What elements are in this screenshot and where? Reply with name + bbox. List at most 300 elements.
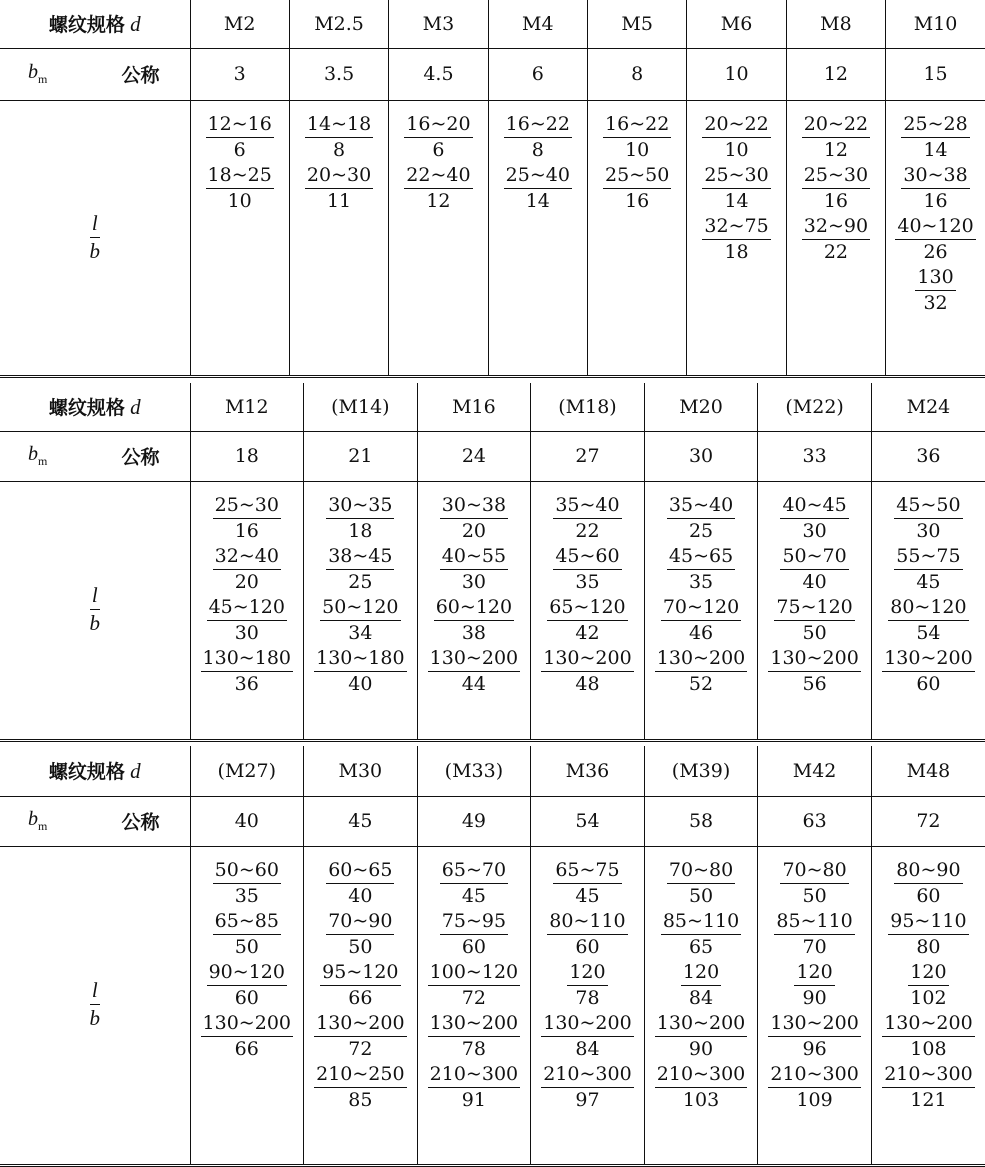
lb-fraction bbox=[305, 112, 373, 161]
lb-fraction bbox=[314, 1011, 406, 1060]
length-range: 70~80 bbox=[667, 861, 735, 884]
bm-value-cell: 49 bbox=[417, 796, 531, 846]
spec-table-1 bbox=[0, 0, 985, 375]
lb-fraction bbox=[603, 163, 671, 212]
bm-value-cell: 72 bbox=[871, 796, 985, 846]
length-range: 120 bbox=[908, 963, 948, 986]
l-over-b-label: $\frac{l}{b}$ bbox=[0, 846, 190, 1164]
spec-table-2 bbox=[0, 383, 985, 739]
thread-length: 36 bbox=[234, 672, 259, 695]
lb-fraction bbox=[326, 858, 394, 907]
thread-length: 72 bbox=[348, 1037, 373, 1060]
thread-length: 35 bbox=[688, 570, 714, 593]
thread-length: 16 bbox=[625, 189, 650, 212]
length-range: 120 bbox=[794, 963, 834, 986]
thread-length: 72 bbox=[461, 986, 486, 1009]
thread-length: 30 bbox=[802, 519, 827, 542]
thread-length: 25 bbox=[348, 570, 373, 593]
length-range: 210~300 bbox=[655, 1065, 747, 1088]
length-range: 40~45 bbox=[780, 496, 848, 519]
length-range: 130~200 bbox=[428, 649, 520, 672]
thread-spec-cell: M8 bbox=[786, 0, 885, 48]
length-range: 130~200 bbox=[882, 1014, 974, 1037]
thread-spec-cell: M3 bbox=[389, 0, 488, 48]
length-range: 40~55 bbox=[440, 547, 508, 570]
thread-length: 109 bbox=[796, 1088, 833, 1111]
lb-fraction bbox=[894, 544, 962, 593]
lb-values-cell bbox=[886, 100, 985, 375]
lb-values-cell bbox=[304, 481, 418, 739]
lb-values-cell bbox=[588, 100, 687, 375]
length-range: 60~65 bbox=[326, 861, 394, 884]
thread-length: 30 bbox=[461, 570, 486, 593]
length-range: 25~28 bbox=[901, 115, 969, 138]
thread-length: 65 bbox=[688, 935, 714, 958]
lb-fraction bbox=[504, 112, 572, 161]
length-range: 65~75 bbox=[553, 861, 621, 884]
bm-nominal-label bbox=[0, 48, 190, 100]
thread-spec-cell: M42 bbox=[758, 746, 872, 796]
thread-length: 20 bbox=[461, 519, 486, 542]
lb-fraction bbox=[655, 646, 747, 695]
length-range: 50~70 bbox=[780, 547, 848, 570]
section-divider bbox=[0, 739, 985, 742]
length-range: 20~22 bbox=[802, 115, 870, 138]
lb-fraction bbox=[802, 214, 870, 263]
thread-length: 35 bbox=[234, 884, 259, 907]
lb-fraction bbox=[661, 909, 741, 958]
length-range: 210~300 bbox=[768, 1065, 860, 1088]
lb-fraction bbox=[888, 909, 968, 958]
bm-value-cell: 3 bbox=[190, 48, 289, 100]
l-over-b-label: $\frac{l}{b}$ bbox=[0, 481, 190, 739]
length-range: 65~120 bbox=[547, 598, 627, 621]
length-range: 30~35 bbox=[326, 496, 394, 519]
thread-length: 48 bbox=[575, 672, 600, 695]
lb-fraction bbox=[428, 1062, 520, 1111]
lb-fraction bbox=[434, 595, 514, 644]
length-range: 38~45 bbox=[326, 547, 394, 570]
length-range: 45~60 bbox=[553, 547, 621, 570]
lb-fraction bbox=[768, 1011, 860, 1060]
thread-length: 50 bbox=[688, 884, 714, 907]
length-range: 130~200 bbox=[655, 1014, 747, 1037]
thread-length: 14 bbox=[724, 189, 749, 212]
lb-fraction bbox=[547, 909, 627, 958]
lb-fraction bbox=[541, 646, 633, 695]
length-range: 30~38 bbox=[901, 166, 969, 189]
thread-length: 14 bbox=[525, 189, 550, 212]
length-range: 70~90 bbox=[326, 912, 394, 935]
lb-fraction bbox=[774, 909, 854, 958]
thread-spec-cell: M6 bbox=[687, 0, 786, 48]
thread-spec-cell: M10 bbox=[886, 0, 985, 48]
lb-fraction bbox=[206, 112, 274, 161]
thread-length: 10 bbox=[227, 189, 252, 212]
length-range: 75~120 bbox=[774, 598, 854, 621]
length-range: 70~80 bbox=[780, 861, 848, 884]
lb-fraction bbox=[908, 960, 948, 1009]
lb-values-cell bbox=[644, 481, 758, 739]
thread-length: 121 bbox=[910, 1088, 947, 1111]
lb-fraction bbox=[667, 544, 735, 593]
thread-length: 66 bbox=[234, 1037, 259, 1060]
lb-fraction bbox=[901, 112, 969, 161]
thread-length: 6 bbox=[233, 138, 246, 161]
length-range: 130~200 bbox=[314, 1014, 406, 1037]
lb-fraction bbox=[428, 1011, 520, 1060]
lb-values-cell bbox=[531, 481, 645, 739]
thread-length: 45 bbox=[916, 570, 941, 593]
lb-values-cell bbox=[417, 846, 531, 1164]
thread-length: 90 bbox=[688, 1037, 714, 1060]
thread-length: 30 bbox=[234, 621, 259, 644]
lb-fraction bbox=[567, 960, 607, 1009]
length-range: 50~120 bbox=[320, 598, 400, 621]
spec-table-3 bbox=[0, 746, 985, 1164]
lb-values-cell bbox=[871, 846, 985, 1164]
thread-var: d bbox=[124, 759, 141, 784]
thread-length: 70 bbox=[802, 935, 827, 958]
lb-fraction bbox=[702, 112, 770, 161]
thread-length: 40 bbox=[802, 570, 827, 593]
thread-spec-cell: (M33) bbox=[417, 746, 531, 796]
lb-fraction bbox=[326, 544, 394, 593]
thread-length: 35 bbox=[575, 570, 600, 593]
length-range: 16~22 bbox=[504, 115, 572, 138]
thread-spec-cell: (M39) bbox=[644, 746, 758, 796]
bm-value-cell: 54 bbox=[531, 796, 645, 846]
bm-value-cell: 30 bbox=[644, 431, 758, 481]
thread-spec-cell: M36 bbox=[531, 746, 645, 796]
length-range: 40~120 bbox=[895, 217, 975, 240]
thread-spec-cell: M48 bbox=[871, 746, 985, 796]
thread-length: 50 bbox=[802, 621, 827, 644]
lb-values-cell bbox=[758, 481, 872, 739]
length-range: 50~60 bbox=[213, 861, 281, 884]
thread-spec-cell: M4 bbox=[488, 0, 587, 48]
bm-value-cell: 10 bbox=[687, 48, 786, 100]
bm-value-cell: 45 bbox=[304, 796, 418, 846]
lb-fraction bbox=[213, 544, 281, 593]
thread-length: 45 bbox=[575, 884, 600, 907]
lb-fraction bbox=[915, 265, 955, 314]
lb-fraction bbox=[404, 112, 472, 161]
thread-length: 96 bbox=[802, 1037, 827, 1060]
length-range: 130~200 bbox=[201, 1014, 293, 1037]
lb-fraction bbox=[895, 214, 975, 263]
length-range: 25~30 bbox=[702, 166, 770, 189]
length-range: 32~90 bbox=[802, 217, 870, 240]
thread-spec-text: 螺纹规格 bbox=[48, 14, 125, 37]
lb-fraction bbox=[802, 112, 870, 161]
thread-spec-label bbox=[0, 0, 190, 48]
length-range: 12~16 bbox=[206, 115, 274, 138]
thread-length: 108 bbox=[910, 1037, 947, 1060]
thread-length: 54 bbox=[916, 621, 941, 644]
thread-spec-cell: M5 bbox=[588, 0, 687, 48]
thread-length: 50 bbox=[348, 935, 373, 958]
thread-length: 56 bbox=[802, 672, 827, 695]
thread-length: 32 bbox=[923, 291, 948, 314]
thread-length: 22 bbox=[823, 240, 849, 263]
length-range: 35~40 bbox=[667, 496, 735, 519]
lb-fraction bbox=[201, 1011, 293, 1060]
lb-values-cell bbox=[488, 100, 587, 375]
lb-values-cell bbox=[389, 100, 488, 375]
lb-fraction bbox=[681, 960, 721, 1009]
lb-fraction bbox=[201, 646, 293, 695]
length-range: 16~20 bbox=[404, 115, 472, 138]
length-range: 65~85 bbox=[213, 912, 281, 935]
bm-value-cell: 27 bbox=[531, 431, 645, 481]
length-range: 130~200 bbox=[428, 1014, 520, 1037]
l-over-b-label: $\frac{l}{b}$ bbox=[0, 100, 190, 375]
bm-nominal-label bbox=[0, 796, 190, 846]
bm-value-cell: 58 bbox=[644, 796, 758, 846]
thread-length: 103 bbox=[682, 1088, 720, 1111]
lb-values-cell bbox=[871, 481, 985, 739]
lb-values-cell bbox=[786, 100, 885, 375]
bm-symbol: $b_m$ bbox=[28, 61, 48, 86]
thread-length: 8 bbox=[531, 138, 544, 161]
thread-spec-cell: M2.5 bbox=[289, 0, 388, 48]
thread-spec-cell: (M14) bbox=[304, 383, 418, 431]
lb-values-cell bbox=[190, 100, 289, 375]
thread-length: 78 bbox=[575, 986, 600, 1009]
length-range: 210~300 bbox=[428, 1065, 520, 1088]
length-range: 65~70 bbox=[440, 861, 508, 884]
thread-spec-cell: (M27) bbox=[190, 746, 304, 796]
thread-length: 25 bbox=[688, 519, 714, 542]
thread-length: 90 bbox=[802, 986, 827, 1009]
thread-length: 80 bbox=[916, 935, 941, 958]
lb-fraction bbox=[326, 493, 394, 542]
bm-value-cell: 18 bbox=[190, 431, 304, 481]
lb-fraction bbox=[440, 544, 508, 593]
lb-fraction bbox=[207, 595, 287, 644]
length-range: 14~18 bbox=[305, 115, 373, 138]
length-range: 25~30 bbox=[213, 496, 281, 519]
lb-fraction bbox=[802, 163, 870, 212]
length-range: 95~120 bbox=[320, 963, 400, 986]
lb-fraction bbox=[428, 646, 520, 695]
lb-fraction bbox=[655, 1011, 747, 1060]
lb-fraction bbox=[780, 493, 848, 542]
thread-length: 26 bbox=[923, 240, 948, 263]
length-range: 32~40 bbox=[213, 547, 281, 570]
length-range: 25~40 bbox=[504, 166, 572, 189]
lb-values-cell bbox=[190, 481, 304, 739]
lb-fraction bbox=[213, 858, 281, 907]
thread-length: 97 bbox=[575, 1088, 600, 1111]
thread-spec-text: 螺纹规格 bbox=[48, 761, 125, 784]
lb-fraction bbox=[655, 1062, 747, 1111]
length-range: 30~38 bbox=[440, 496, 508, 519]
lb-fraction bbox=[901, 163, 969, 212]
length-range: 20~22 bbox=[702, 115, 770, 138]
bm-value-cell: 12 bbox=[786, 48, 885, 100]
thread-length: 10 bbox=[625, 138, 650, 161]
thread-length: 12 bbox=[426, 189, 451, 212]
lb-fraction bbox=[894, 858, 962, 907]
thread-length: 50 bbox=[234, 935, 259, 958]
length-range: 100~120 bbox=[428, 963, 520, 986]
thread-length: 30 bbox=[916, 519, 941, 542]
lb-fraction bbox=[206, 163, 274, 212]
thread-length: 22 bbox=[575, 519, 600, 542]
lb-fraction bbox=[661, 595, 741, 644]
thread-spec-cell: (M18) bbox=[531, 383, 645, 431]
lb-values-cell bbox=[687, 100, 786, 375]
length-range: 80~110 bbox=[547, 912, 627, 935]
length-range: 20~30 bbox=[305, 166, 373, 189]
lb-fraction bbox=[320, 595, 400, 644]
lb-fraction bbox=[314, 646, 406, 695]
lb-fraction bbox=[213, 493, 281, 542]
thread-length: 84 bbox=[688, 986, 714, 1009]
length-range: 130~200 bbox=[768, 1014, 860, 1037]
thread-length: 34 bbox=[348, 621, 373, 644]
length-range: 130~200 bbox=[655, 649, 747, 672]
lb-fraction bbox=[305, 163, 373, 212]
thread-length: 66 bbox=[348, 986, 373, 1009]
bm-value-cell: 15 bbox=[886, 48, 985, 100]
lb-fraction bbox=[207, 960, 287, 1009]
thread-spec-text: 螺纹规格 bbox=[48, 397, 125, 420]
lb-values-cell bbox=[758, 846, 872, 1164]
lb-fraction bbox=[504, 163, 572, 212]
length-range: 35~40 bbox=[553, 496, 621, 519]
thread-spec-label bbox=[0, 746, 190, 796]
thread-length: 16 bbox=[823, 189, 849, 212]
length-range: 85~110 bbox=[774, 912, 854, 935]
thread-length: 12 bbox=[823, 138, 849, 161]
length-range: 130~200 bbox=[882, 649, 974, 672]
thread-length: 52 bbox=[688, 672, 714, 695]
length-range: 45~65 bbox=[667, 547, 735, 570]
bm-value-cell: 24 bbox=[417, 431, 531, 481]
length-range: 85~110 bbox=[661, 912, 741, 935]
length-range: 45~50 bbox=[894, 496, 962, 519]
length-range: 130~200 bbox=[541, 649, 633, 672]
lb-fraction bbox=[404, 163, 472, 212]
length-range: 95~110 bbox=[888, 912, 968, 935]
thread-length: 78 bbox=[461, 1037, 486, 1060]
lb-fraction bbox=[894, 493, 962, 542]
length-range: 210~300 bbox=[882, 1065, 974, 1088]
lb-fraction bbox=[882, 1011, 974, 1060]
length-range: 130~200 bbox=[768, 649, 860, 672]
lb-values-cell bbox=[289, 100, 388, 375]
length-range: 130~200 bbox=[541, 1014, 633, 1037]
length-range: 32~75 bbox=[702, 217, 770, 240]
length-range: 120 bbox=[567, 963, 607, 986]
lb-fraction bbox=[553, 858, 621, 907]
lb-fraction bbox=[882, 646, 974, 695]
thread-length: 42 bbox=[575, 621, 600, 644]
thread-length: 6 bbox=[432, 138, 445, 161]
thread-spec-cell: M16 bbox=[417, 383, 531, 431]
thread-spec-cell: M24 bbox=[871, 383, 985, 431]
lb-fraction bbox=[768, 646, 860, 695]
lb-fraction bbox=[440, 909, 508, 958]
thread-length: 44 bbox=[461, 672, 486, 695]
length-range: 45~120 bbox=[207, 598, 287, 621]
thread-length: 40 bbox=[348, 672, 373, 695]
bm-symbol: $b_m$ bbox=[28, 808, 48, 833]
thread-length: 14 bbox=[923, 138, 948, 161]
lb-values-cell bbox=[190, 846, 304, 1164]
lb-fraction bbox=[768, 1062, 860, 1111]
thread-length: 45 bbox=[461, 884, 486, 907]
lb-fraction bbox=[326, 909, 394, 958]
length-range: 70~120 bbox=[661, 598, 741, 621]
lb-values-cell bbox=[644, 846, 758, 1164]
lb-fraction bbox=[541, 1062, 633, 1111]
thread-length: 16 bbox=[234, 519, 259, 542]
lb-fraction bbox=[320, 960, 400, 1009]
length-range: 210~250 bbox=[314, 1065, 406, 1088]
thread-length: 60 bbox=[916, 672, 941, 695]
nominal-label: 公称 bbox=[121, 811, 160, 834]
bm-value-cell: 4.5 bbox=[389, 48, 488, 100]
thread-length: 11 bbox=[326, 189, 352, 212]
thread-length: 46 bbox=[688, 621, 714, 644]
thread-spec-cell: M30 bbox=[304, 746, 418, 796]
length-range: 130~180 bbox=[314, 649, 406, 672]
bm-value-cell: 33 bbox=[758, 431, 872, 481]
lb-fraction bbox=[794, 960, 834, 1009]
length-range: 16~22 bbox=[603, 115, 671, 138]
length-range: 90~120 bbox=[207, 963, 287, 986]
lb-fraction bbox=[774, 595, 854, 644]
bm-value-cell: 6 bbox=[488, 48, 587, 100]
lb-fraction bbox=[780, 544, 848, 593]
thread-length: 16 bbox=[923, 189, 948, 212]
lb-fraction bbox=[888, 595, 968, 644]
section-divider bbox=[0, 375, 985, 378]
length-range: 55~75 bbox=[894, 547, 962, 570]
thread-length: 60 bbox=[575, 935, 600, 958]
lb-fraction bbox=[603, 112, 671, 161]
thread-spec-cell: M2 bbox=[190, 0, 289, 48]
thread-length: 91 bbox=[461, 1088, 486, 1111]
lb-fraction bbox=[440, 858, 508, 907]
lb-fraction bbox=[213, 909, 281, 958]
nominal-label: 公称 bbox=[121, 446, 160, 469]
thread-length: 8 bbox=[333, 138, 346, 161]
thread-length: 50 bbox=[802, 884, 827, 907]
thread-spec-cell: M12 bbox=[190, 383, 304, 431]
thread-length: 40 bbox=[348, 884, 373, 907]
thread-length: 102 bbox=[910, 986, 947, 1009]
thread-length: 38 bbox=[461, 621, 486, 644]
length-range: 80~90 bbox=[894, 861, 962, 884]
length-range: 75~95 bbox=[440, 912, 508, 935]
lb-fraction bbox=[547, 595, 627, 644]
lb-fraction bbox=[314, 1062, 406, 1111]
thread-length: 18 bbox=[348, 519, 373, 542]
lb-fraction bbox=[667, 493, 735, 542]
bm-value-cell: 36 bbox=[871, 431, 985, 481]
thread-length: 20 bbox=[234, 570, 259, 593]
bm-value-cell: 8 bbox=[588, 48, 687, 100]
bm-value-cell: 40 bbox=[190, 796, 304, 846]
lb-fraction bbox=[882, 1062, 974, 1111]
length-range: 130 bbox=[915, 268, 955, 291]
thread-var: d bbox=[124, 395, 141, 420]
